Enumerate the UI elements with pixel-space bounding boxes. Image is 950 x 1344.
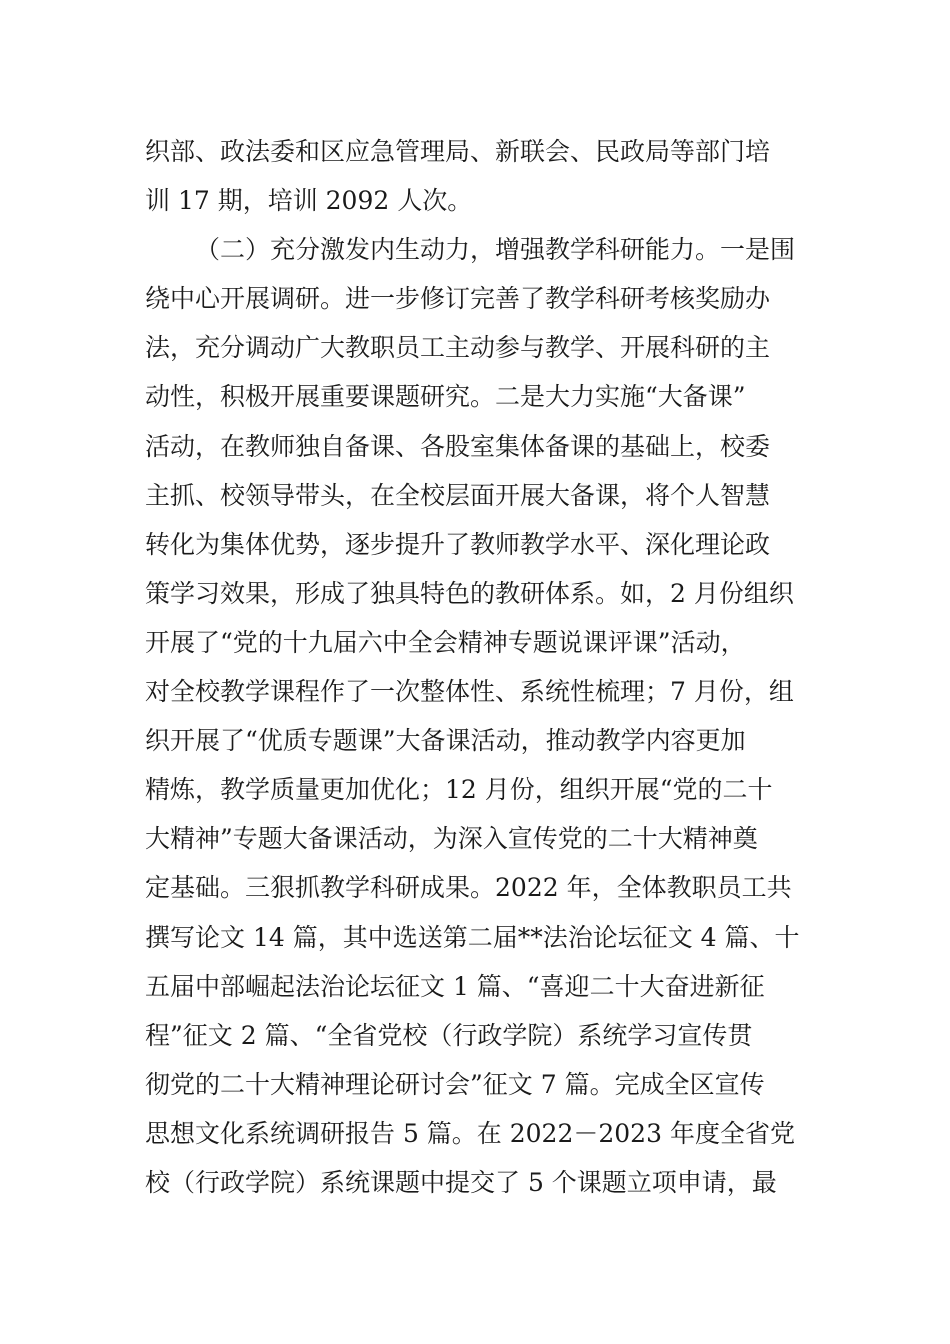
line-text: 大精神”专题大备课活动，为深入宣传党的二十大精神奠 [145, 824, 758, 854]
text-line [145, 569, 815, 618]
text-line [145, 520, 815, 569]
line-text: 彻党的二十大精神理论研讨会”征文 7 篇。完成全区宣传 [145, 1069, 765, 1099]
text-line [145, 1109, 815, 1158]
text-line [145, 225, 815, 274]
text-line [145, 127, 815, 176]
text-line [145, 1060, 815, 1109]
line-text: 撰写论文 14 篇，其中选送第二届**法治论坛征文 4 篇、十 [145, 922, 800, 952]
text-line [145, 863, 815, 912]
line-text: （二）充分激发内生动力，增强教学科研能力。一是围 [195, 235, 796, 265]
line-text: 活动，在教师独自备课、各股室集体备课的基础上，校委 [145, 431, 771, 461]
line-text: 程”征文 2 篇、“全省党校（行政学院）系统学习宣传贯 [145, 1020, 753, 1050]
line-text: 训 17 期，培训 2092 人次。 [145, 186, 473, 216]
text-line [145, 323, 815, 372]
text-line [145, 962, 815, 1011]
text-line [145, 913, 815, 962]
line-text: 对全校教学课程作了一次整体性、系统性梳理；7 月份，组 [145, 677, 794, 707]
text-line [145, 274, 815, 323]
line-text: 精炼，教学质量更加优化；12 月份，组织开展“党的二十 [145, 775, 773, 805]
text-line [145, 471, 815, 520]
line-text: 织开展了“优质专题课”大备课活动，推动教学内容更加 [145, 726, 746, 756]
text-line [145, 618, 815, 667]
line-text: 绕中心开展调研。进一步修订完善了教学科研考核奖励办 [145, 284, 771, 314]
text-line [145, 372, 815, 421]
line-text: 法，充分调动广大教职员工主动参与教学、开展科研的主 [145, 333, 771, 363]
text-line [145, 716, 815, 765]
body-text [145, 127, 815, 1207]
text-line [145, 422, 815, 471]
text-line [145, 176, 815, 225]
text-line [145, 1011, 815, 1060]
line-text: 主抓、校领导带头，在全校层面开展大备课，将个人智慧 [145, 480, 771, 510]
line-text: 转化为集体优势，逐步提升了教师教学水平、深化理论政 [145, 529, 771, 559]
text-line [145, 765, 815, 814]
line-text: 织部、政法委和区应急管理局、新联会、民政局等部门培 [145, 137, 771, 166]
line-text: 开展了“党的十九届六中全会精神专题说课评课”活动， [145, 627, 746, 657]
line-text: 校（行政学院）系统课题中提交了 5 个课题立项申请，最 [145, 1167, 777, 1197]
line-text: 思想文化系统调研报告 5 篇。在 2022－2023 年度全省党 [145, 1118, 795, 1148]
text-line [145, 814, 815, 863]
line-text: 策学习效果，形成了独具特色的教研体系。如，2 月份组织 [145, 578, 794, 608]
line-text: 动性，积极开展重要课题研究。二是大力实施“大备课” [145, 382, 746, 412]
line-text: 五届中部崛起法治论坛征文 1 篇、“喜迎二十大奋进新征 [145, 971, 765, 1001]
text-line [145, 1158, 815, 1207]
text-line [145, 667, 815, 716]
line-text: 定基础。三狠抓教学科研成果。2022 年，全体教职员工共 [145, 873, 792, 903]
